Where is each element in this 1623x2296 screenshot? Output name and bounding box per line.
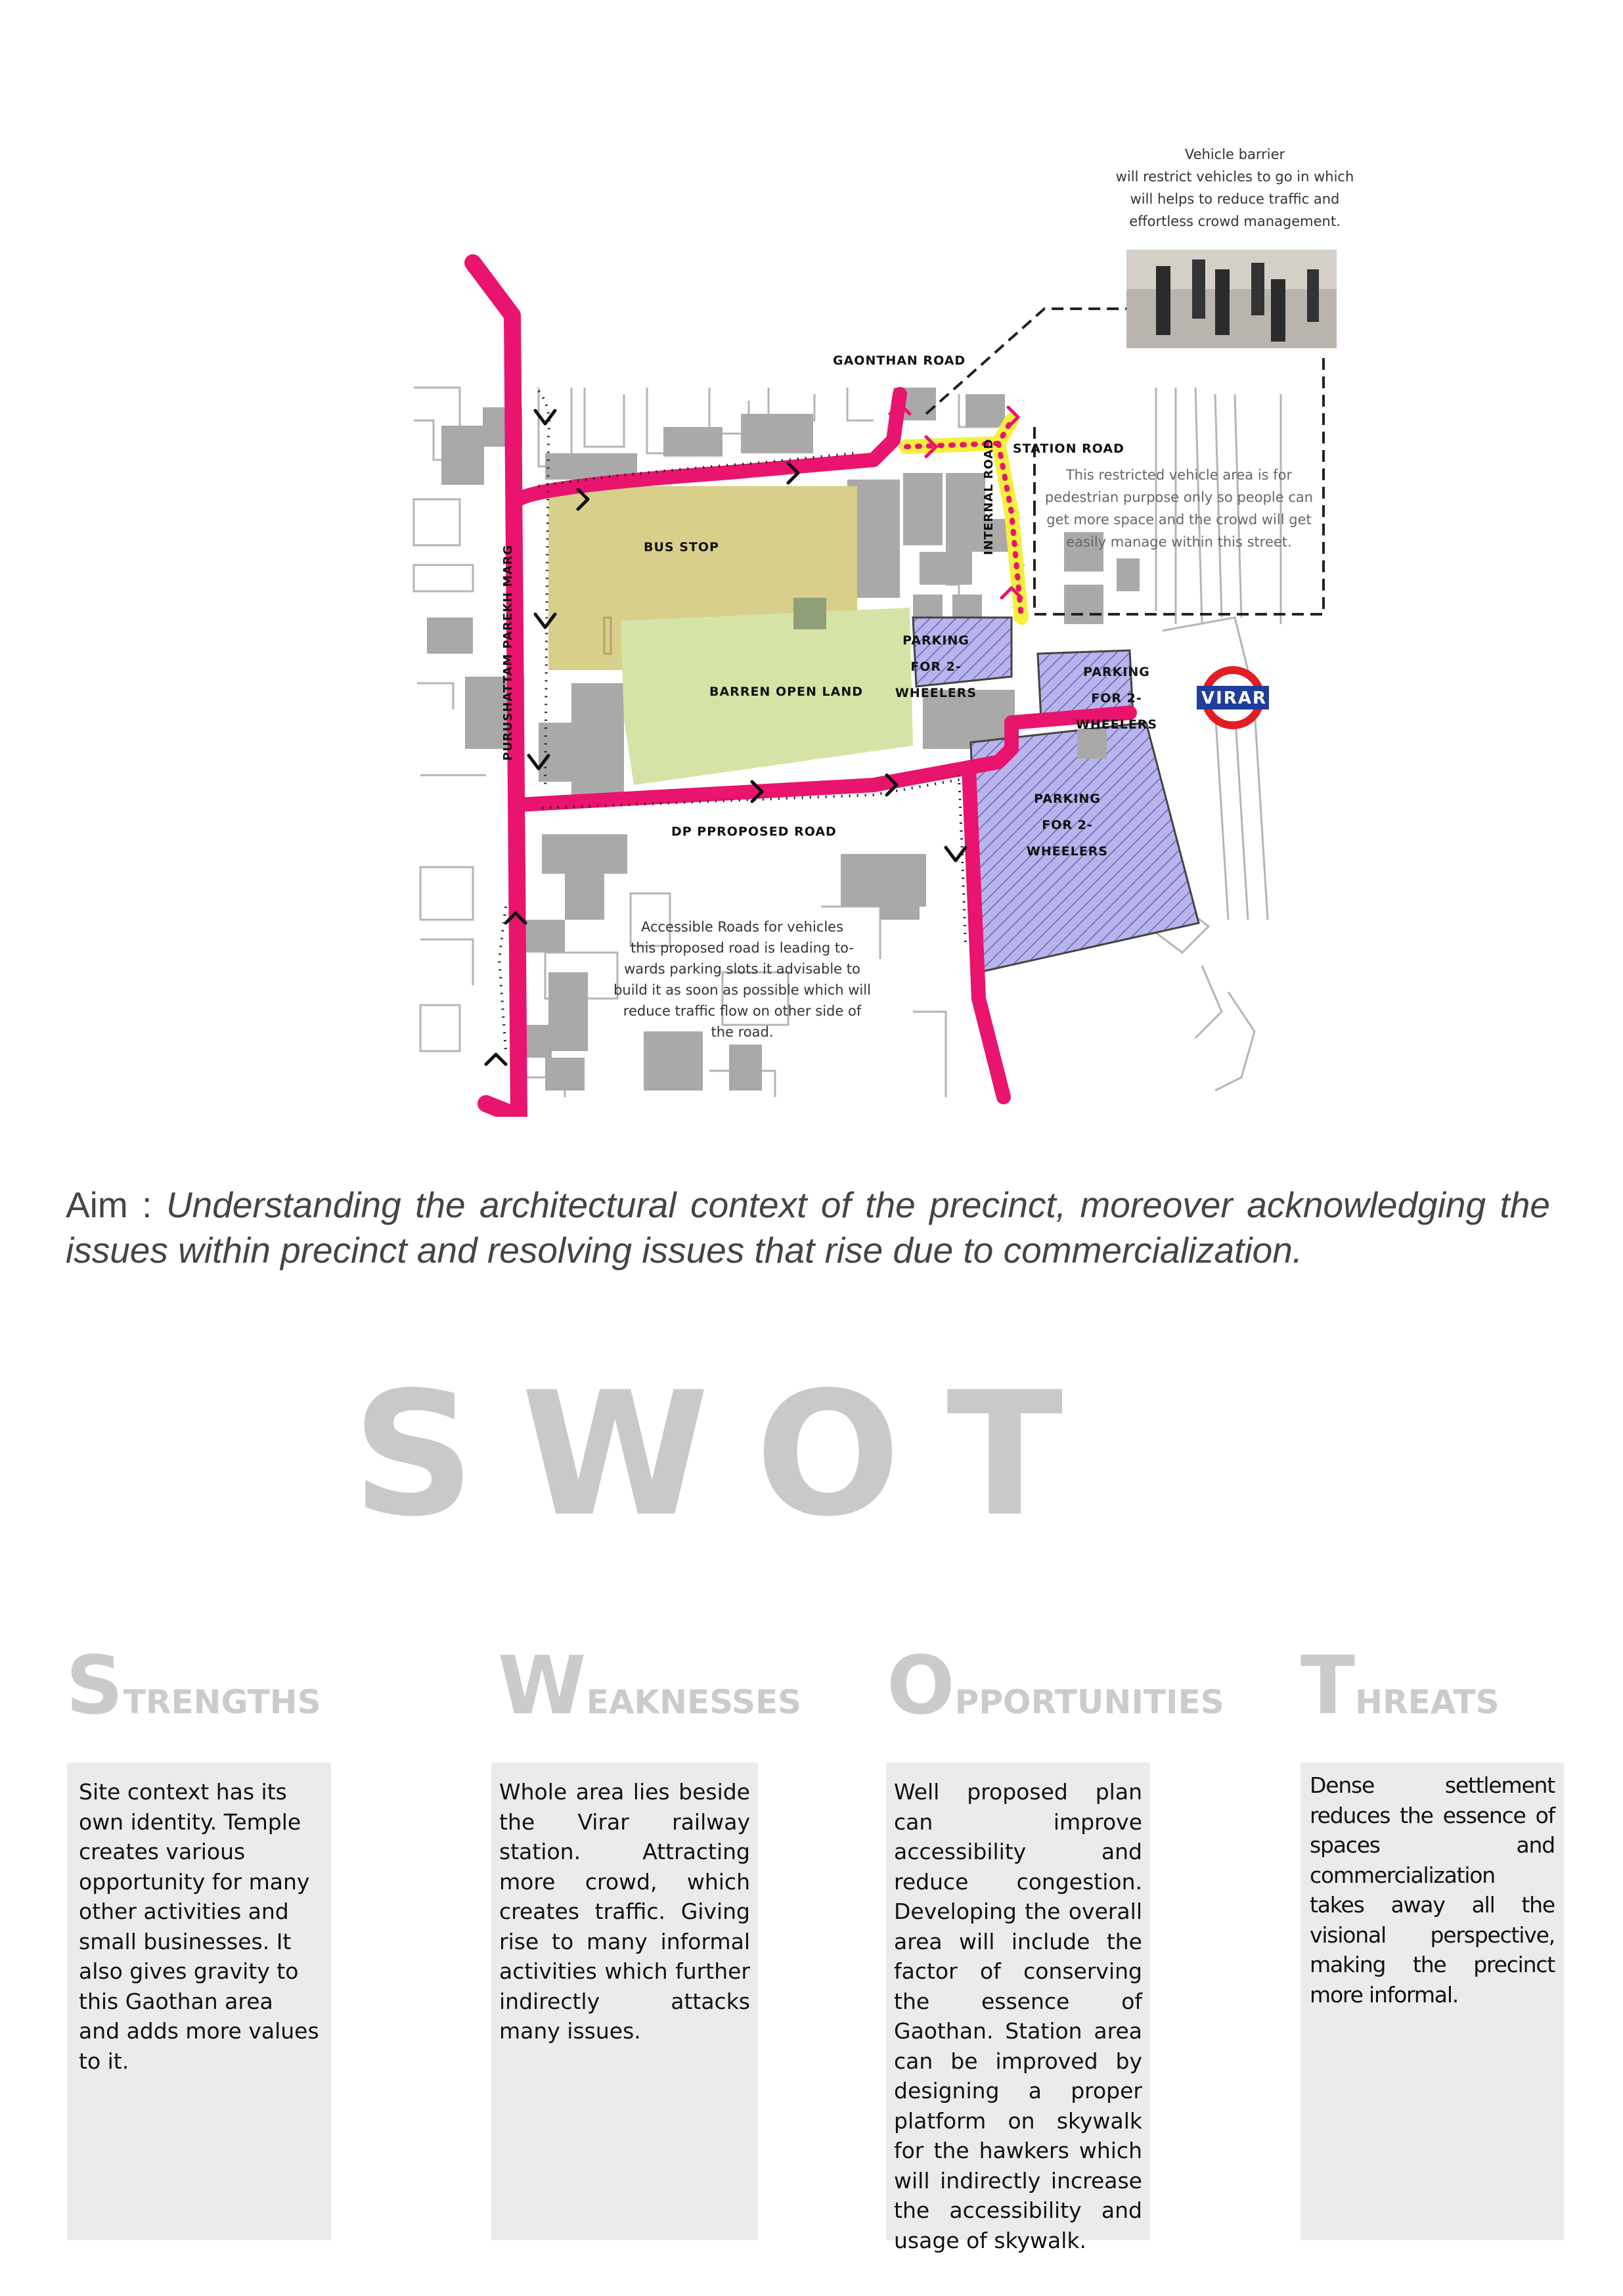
aim-statement bbox=[66, 1182, 1550, 1273]
opportunities-box bbox=[886, 1763, 1150, 2253]
opportunities-rest: PPORTUNITIES bbox=[954, 1683, 1224, 1721]
swot-title: SWOT bbox=[352, 1356, 1109, 1554]
parking-label-3: PARKING FOR 2-WHEELERS bbox=[1026, 792, 1109, 859]
opportunities-initial: O bbox=[887, 1639, 955, 1732]
dp-proposed-road-label: DP PPROPOSED ROAD bbox=[671, 824, 837, 839]
strengths-text: Site context has its own identity. Temple creates various opportunity for many other activities and small businesses. It also gives gravity to this Gaothan area and adds more values to it. bbox=[79, 1779, 319, 2074]
virar-label: VIRAR bbox=[1201, 688, 1267, 708]
strengths-heading bbox=[66, 1639, 321, 1732]
strengths-rest: TRENGTHS bbox=[123, 1683, 321, 1721]
aim-label: Aim : bbox=[66, 1184, 166, 1225]
barrier-photo bbox=[1126, 250, 1337, 348]
site-map bbox=[0, 0, 1623, 1117]
parking-label-1: PARKING FOR 2-WHEELERS bbox=[895, 633, 977, 700]
weaknesses-text: Whole area lies beside the Virar railway station. Attracting more crowd, which creates traffic. Giving rise to many informal activities which further indirectly attacks many issues. bbox=[499, 1779, 750, 2044]
restricted-area-callout: This restricted vehicle area is for pedestrian purpose only so people can get more space and the crowd will get easily manage within this street. bbox=[1044, 467, 1314, 550]
barren-open-land-label: BARREN OPEN LAND bbox=[709, 685, 863, 699]
threats-box bbox=[1301, 1763, 1564, 2240]
strengths-box bbox=[67, 1763, 331, 2240]
weaknesses-heading bbox=[498, 1639, 802, 1732]
bus-stop-label: BUS STOP bbox=[644, 540, 719, 554]
opportunities-heading bbox=[887, 1639, 1224, 1732]
barren-land-shed bbox=[793, 598, 826, 629]
strengths-initial: S bbox=[66, 1639, 123, 1732]
parking-label-2: PARKING FOR 2-WHEELERS bbox=[1075, 665, 1158, 732]
threats-text: Dense settlement reduces the essence of spaces and commercialization takes away all the visional perspective, making the precinct more informal. bbox=[1310, 1772, 1555, 2008]
weaknesses-rest: EAKNESSES bbox=[586, 1683, 802, 1721]
opportunities-text: Well proposed plan can improve accessibility and reduce congestion. Developing the overall area will include the factor of conserving the essence of Gaothan. Station area can be improved by designing a proper platform on skywalk for the hawkers which will indirectly increase the accessibility and usage of skywalk. bbox=[894, 1779, 1142, 2253]
threats-heading bbox=[1301, 1639, 1500, 1732]
aim-text: Understanding the architectural context of the precinct, moreover acknowledging the issues within precinct and resolving issues that rise due to commercialization. bbox=[66, 1184, 1551, 1271]
threats-rest: HREATS bbox=[1355, 1683, 1500, 1721]
accessible-roads-callout: Accessible Roads for vehicles this proposed road is leading to- wards parking slots it advisable to build it as soon as possible which will reduce traffic flow on other side of the road. bbox=[613, 919, 871, 1040]
barrier-callout: Vehicle barrier will restrict vehicles to go in which will helps to reduce traffic and effortless crowd management. bbox=[1115, 146, 1354, 229]
weaknesses-box bbox=[491, 1763, 758, 2240]
weaknesses-initial: W bbox=[498, 1639, 587, 1732]
station-road-label: STATION ROAD bbox=[1013, 441, 1124, 456]
internal-road-label: INTERNAL ROAD bbox=[982, 438, 996, 555]
threats-initial: T bbox=[1301, 1639, 1356, 1732]
gaothan-road-label: GAONTHAN ROAD bbox=[833, 353, 966, 368]
purushattam-marg-label: PURUSHATTAM PAREKH MARG bbox=[501, 545, 515, 761]
